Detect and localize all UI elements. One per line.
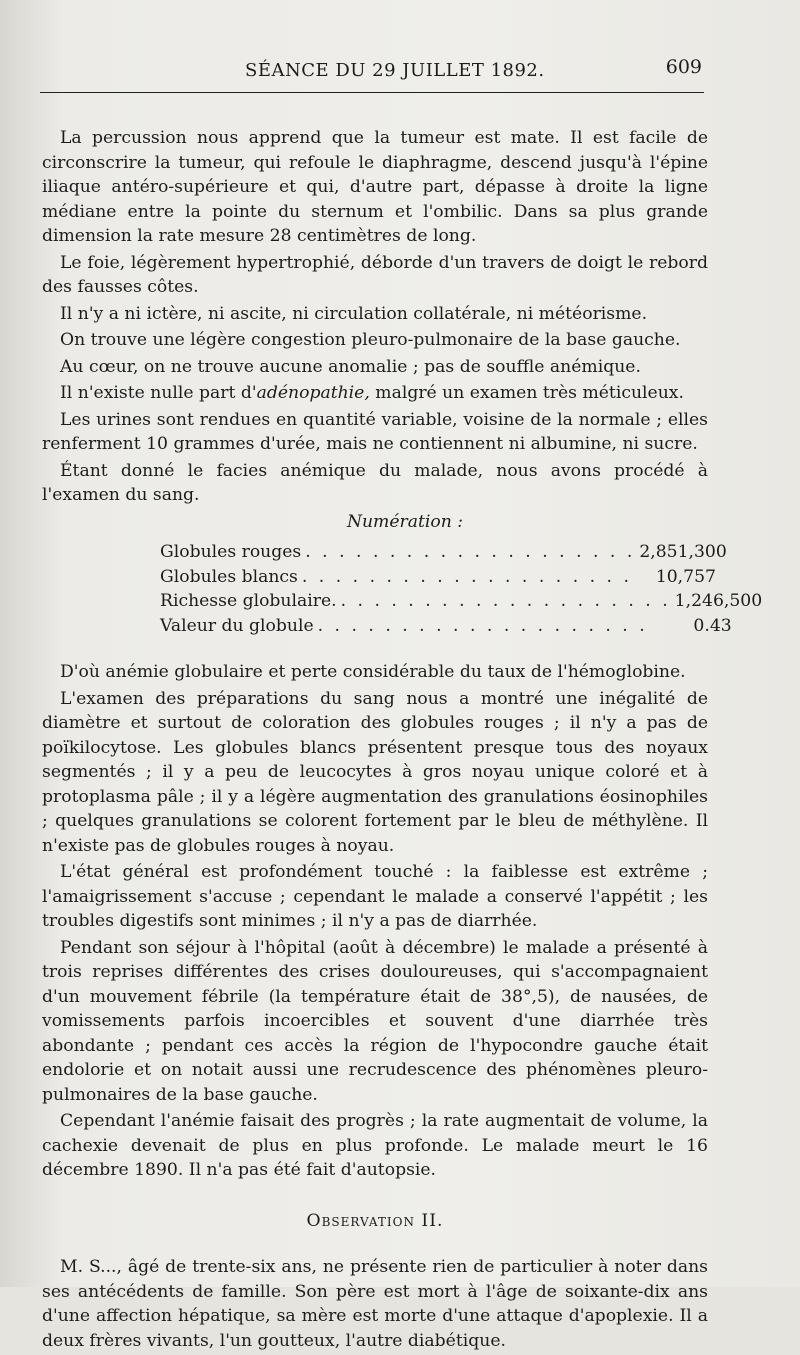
row-label: Globules rouges xyxy=(160,542,302,562)
row-value: 0.43 xyxy=(693,615,732,636)
row-leader: . . . . . . . . . . . . . . . . . . . . xyxy=(317,615,648,636)
paragraph-percussion: La percussion nous apprend que la tumeur est mate. Il est facile de circonscrire la tumeur, qui refoule le diaphragme, descend jusqu'à l'épine iliaque antéro-supérieure et qui, d'autre part, dépasse à droite la ligne médiane entre la pointe du sternum et l'ombilic. Dans sa plus grande dimension la rate mesure 28 centimètres de long. xyxy=(42,128,708,246)
adenopathie-after: malgré un examen très méticuleux. xyxy=(369,383,684,403)
paragraph-congestion: On trouve une légère congestion pleuro-pulmonaire de la base gauche. xyxy=(60,330,681,350)
body-text xyxy=(42,126,763,1355)
numeration-row xyxy=(160,565,716,590)
page-header xyxy=(40,56,702,86)
row-label: Valeur du globule xyxy=(160,615,314,636)
row-leader: . . . . . . . . . . . . . . . . . . . . xyxy=(301,566,632,587)
numeration-row xyxy=(160,540,727,565)
adenopathie-before: Il n'existe nulle part d' xyxy=(60,383,257,403)
row-label: Globules blancs xyxy=(160,566,298,587)
numeration-table xyxy=(160,540,763,638)
paragraph-sang: Étant donné le facies anémique du malade, nous avons procédé à l'examen du sang. xyxy=(42,460,708,505)
paragraph-examen: L'examen des préparations du sang nous a montré une inégalité de diamètre et surtout de coloration des globules rouges ; il n'y a pas de poïkilocytose. Les globules blancs présentent presque tous des noyaux segmentés ; il y a peu de leucocytes à gros noyau unique coloré et à protoplasma pâle ; il y a légère augmentation des granulations éosinophiles ; quelques granulations se colorent fortement par le bleu de méthylène. Il n'existe pas de globules rouges à noyau. xyxy=(42,688,708,856)
paragraph-ictere: Il n'y a ni ictère, ni ascite, ni circulation collatérale, ni météorisme. xyxy=(60,303,648,324)
paragraph-anemie: D'où anémie globulaire et perte considérable du taux de l'hémoglobine. xyxy=(60,662,686,682)
paragraph-foie: Le foie, légèrement hypertrophié, déborde d'un travers de doigt le rebord des fausses côtes. xyxy=(42,252,708,297)
paragraph-observation: M. S..., âgé de trente-six ans, ne présente rien de particulier à noter dans ses antécédents de famille. Son père est mort à l'âge de soixante-dix ans d'une affection hépatique, sa mère est morte d'une attaque d'apoplexie. Il a deux frères vivants, l'un goutteux, l'autre diabétique. xyxy=(42,1257,708,1351)
running-head: SÉANCE DU 29 JUILLET 1892. xyxy=(245,60,545,81)
row-leader: . . . . . . . . . . . . . . . . . . . . xyxy=(305,542,636,562)
paragraph-sejour: Pendant son séjour à l'hôpital (août à décembre) le malade a présenté à trois reprises différentes des crises douloureuses, qui s'accompagnaient d'un mouvement fébrile (la température était de 38°,5), de nausées, de vomissements parfois incoercibles et souvent d'une diarrhée très abondante ; pendant ces accès la région de l'hypocondre gauche était endolorie et on notait aussi une recrudescence des phénomènes pleuro-pulmonaires de la base gauche. xyxy=(42,937,708,1105)
page-number: 609 xyxy=(665,56,702,78)
numeration-row xyxy=(160,614,732,639)
paragraph-adenopathie xyxy=(42,381,708,406)
paragraph-progres: Cependant l'anémie faisait des progrès ; la rate augmentait de volume, la cachexie devenait de plus en plus profonde. Le malade meurt le 16 décembre 1890. Il n'a pas été fait d'autopsie. xyxy=(42,1111,708,1180)
numeration-title-text: Numération : xyxy=(346,511,464,532)
section-title: Observation II. xyxy=(306,1210,444,1231)
adenopathie-italic: adénopathie, xyxy=(256,383,370,403)
row-value: 1,246,500 xyxy=(674,591,763,611)
row-label: Richesse globulaire. xyxy=(160,591,337,611)
numeration-row xyxy=(160,589,763,614)
numeration-title xyxy=(42,510,708,535)
header-rule xyxy=(40,92,704,93)
row-value: 2,851,300 xyxy=(639,542,727,562)
row-value: 10,757 xyxy=(655,566,716,587)
paragraph-coeur: Au cœur, on ne trouve aucune anomalie ; pas de souffle anémique. xyxy=(60,356,641,377)
paragraph-urines: Les urines sont rendues en quantité variable, voisine de la normale ; elles renferment 10 grammes d'urée, mais ne contiennent ni albumine, ni sucre. xyxy=(42,409,708,454)
paragraph-etat-general: L'état général est profondément touché : la faiblesse est extrême ; l'amaigrissement s'accuse ; cependant le malade a conservé l'appétit ; les troubles digestifs sont minimes ; il n'y a pas de diarrhée. xyxy=(42,862,708,931)
row-leader: . . . . . . . . . . . . . . . . . . . . xyxy=(340,591,671,611)
